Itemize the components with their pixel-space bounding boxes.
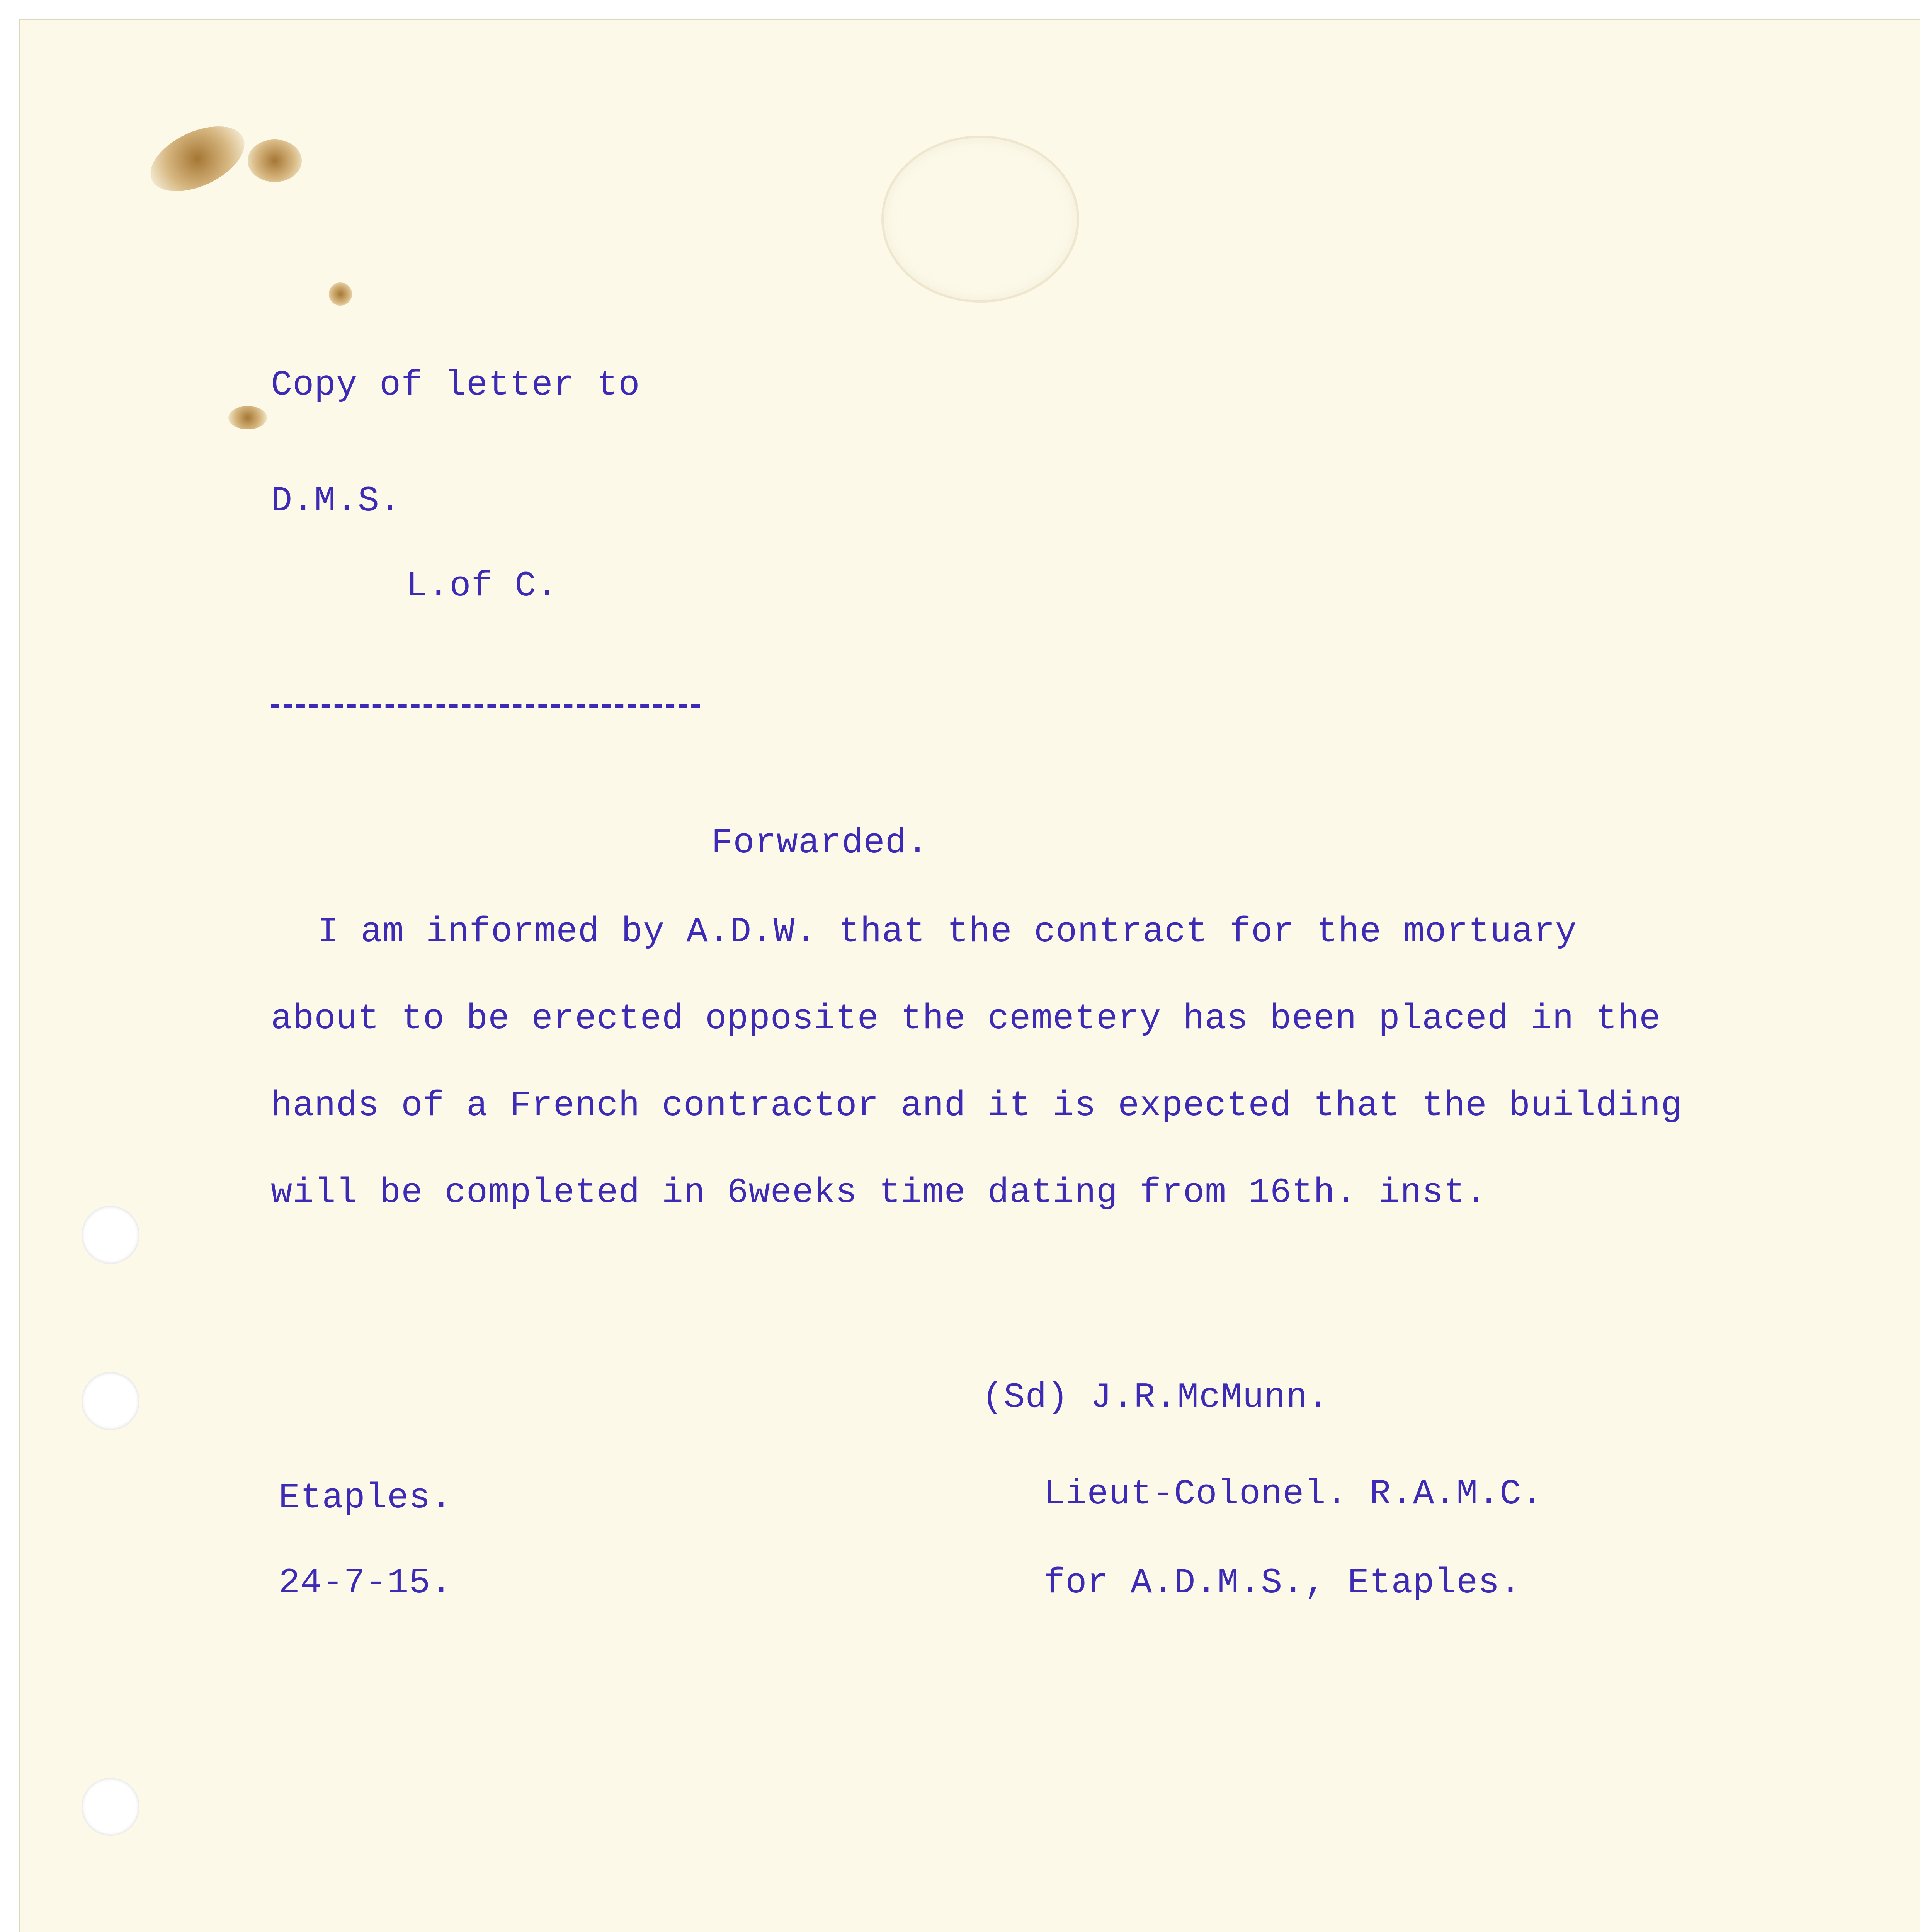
recipient-line: D.M.S. [271, 481, 401, 521]
letter-page [19, 19, 1920, 1932]
body-line: will be completed in 6weeks time dating from 16th. inst. [271, 1172, 1487, 1213]
punch-hole [82, 1778, 139, 1836]
rank-line: Lieut-Colonel. R.A.M.C. [1044, 1474, 1543, 1514]
date-line: 24-7-15. [279, 1563, 452, 1603]
rust-stain [141, 113, 255, 205]
body-line: I am informed by A.D.W. that the contract for the mortuary [317, 912, 1577, 952]
rust-stain [228, 406, 267, 429]
separator-rule [271, 704, 700, 708]
embossed-seal [881, 136, 1079, 303]
place-line: Etaples. [279, 1478, 452, 1518]
for-admin-line: for A.D.M.S., Etaples. [1044, 1563, 1522, 1603]
copy-of-letter-line: Copy of letter to [271, 365, 640, 405]
punch-hole [82, 1206, 139, 1264]
signed-by-line: (Sd) J.R.McMunn. [982, 1377, 1330, 1418]
rust-stain [248, 139, 302, 182]
forwarded-heading: Forwarded. [711, 823, 929, 863]
body-line: about to be erected opposite the cemetery has been placed in the [271, 998, 1661, 1039]
rust-stain [329, 282, 352, 306]
recipient-sub-line: L.of C. [406, 566, 558, 606]
body-line: hands of a French contractor and it is expected that the building [271, 1085, 1683, 1126]
punch-hole [82, 1372, 139, 1430]
